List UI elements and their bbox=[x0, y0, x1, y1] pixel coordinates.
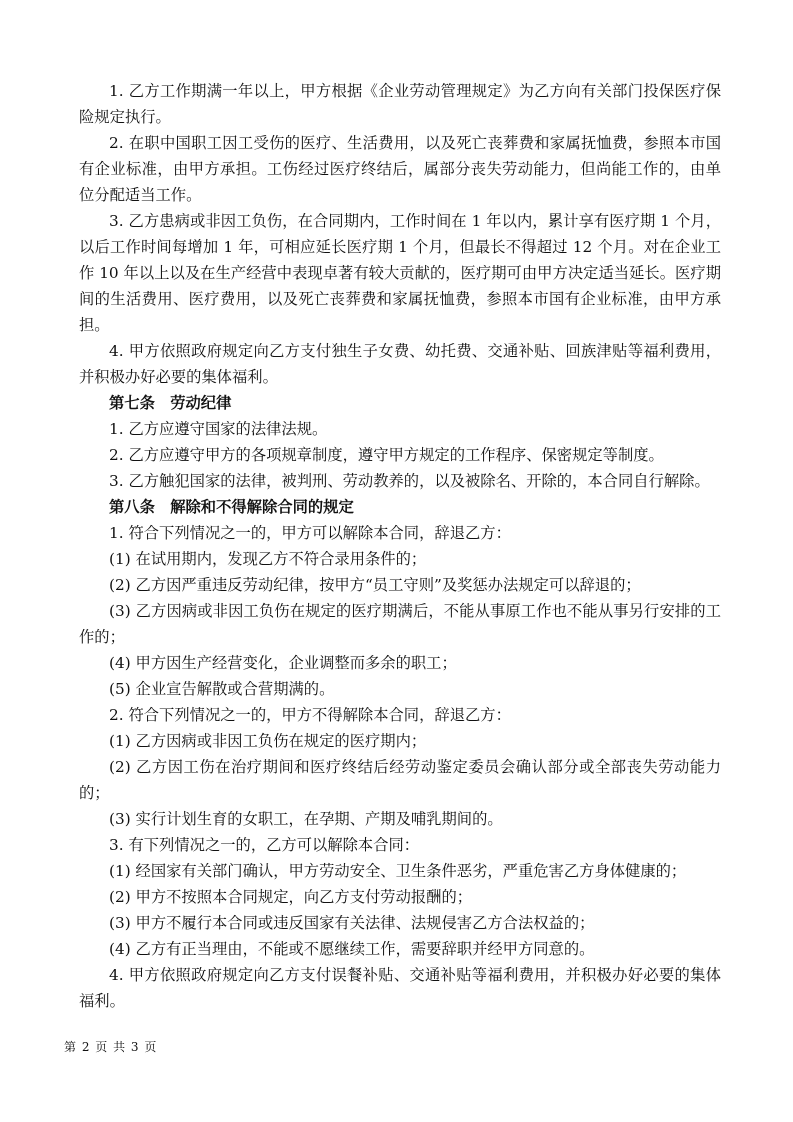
section-heading: 第七条 劳动纪律 bbox=[109, 394, 232, 412]
section-heading: 第八条 解除和不得解除合同的规定 bbox=[109, 498, 354, 516]
paragraph: 2. 乙方应遵守甲方的各项规章制度，遵守甲方规定的工作程序、保密规定等制度。 bbox=[109, 446, 664, 464]
paragraph: (3) 甲方不履行本合同或违反国家有关法律、法规侵害乙方合法权益的； bbox=[109, 914, 595, 932]
paragraph: 2. 符合下列情况之一的，甲方不得解除本合同，辞退乙方： bbox=[109, 706, 511, 724]
paragraph: (4) 甲方因生产经营变化，企业调整而多余的职工； bbox=[109, 654, 457, 672]
paragraph: 1. 乙方应遵守国家的法律法规。 bbox=[109, 420, 328, 438]
paragraph: (4) 乙方有正当理由，不能或不愿继续工作，需要辞职并经甲方同意的。 bbox=[109, 940, 595, 958]
paragraph: (2) 乙方因严重违反劳动纪律，按甲方“员工守则”及奖惩办法规定可以辞退的； bbox=[109, 576, 641, 594]
paragraph: 4. 甲方依照政府规定向乙方支付独生子女费、幼托费、交通补贴、回族津贴等福利费用，并积极办好必要的集体福利。 bbox=[79, 342, 721, 386]
paragraph: (2) 甲方不按照本合同规定，向乙方支付劳动报酬的； bbox=[109, 888, 473, 906]
paragraph: (1) 经国家有关部门确认，甲方劳动安全、卫生条件恶劣，严重危害乙方身体健康的； bbox=[109, 862, 687, 880]
paragraph: (1) 在试用期内，发现乙方不符合录用条件的； bbox=[109, 550, 427, 568]
paragraph: 3. 乙方患病或非因工负伤，在合同期内，工作时间在 1 年以内，累计享有医疗期 1 个月，以后工作时间每增加 1 年，可相应延长医疗期 1 个月，但最长不得超过 12 个月。对在企业工作 10 年以上以及在生产经营中表现卓著有较大贡献的，医疗期可由甲方决定适当延长。医疗期间的生活费用、医疗费用，以及死亡丧葬费和家属抚恤费，参照本市国有企业标准，由甲方承担。 bbox=[79, 212, 721, 334]
page-number-footer: 第 2 页 共 3 页 bbox=[64, 1040, 158, 1054]
paragraph: 3. 有下列情况之一的，乙方可以解除本合同： bbox=[109, 836, 420, 854]
paragraph: 1. 乙方工作期满一年以上，甲方根据《企业劳动管理规定》为乙方向有关部门投保医疗保险规定执行。 bbox=[79, 82, 721, 126]
paragraph: (5) 企业宣告解散或合营期满的。 bbox=[109, 680, 335, 698]
paragraph: 3. 乙方触犯国家的法律，被判刑、劳动教养的，以及被除名、开除的，本合同自行解除。 bbox=[109, 472, 710, 490]
paragraph: (3) 乙方因病或非因工负伤在规定的医疗期满后，不能从事原工作也不能从事另行安排的工作的； bbox=[79, 602, 721, 646]
paragraph: 2. 在职中国职工因工受伤的医疗、生活费用，以及死亡丧葬费和家属抚恤费，参照本市国有企业标准，由甲方承担。工伤经过医疗终结后，属部分丧失劳动能力，但尚能工作的，由单位分配适当工作。 bbox=[79, 134, 721, 204]
paragraph: (3) 实行计划生育的女职工，在孕期、产期及哺乳期间的。 bbox=[109, 810, 503, 828]
paragraph: (2) 乙方因工伤在治疗期间和医疗终结后经劳动鉴定委员会确认部分或全部丧失劳动能力的； bbox=[79, 758, 721, 802]
paragraph: 4. 甲方依照政府规定向乙方支付误餐补贴、交通补贴等福利费用，并积极办好必要的集体福利。 bbox=[79, 966, 721, 1010]
paragraph: 1. 符合下列情况之一的，甲方可以解除本合同，辞退乙方： bbox=[109, 524, 511, 542]
document-body bbox=[79, 78, 721, 1014]
paragraph: (1) 乙方因病或非因工负伤在规定的医疗期内； bbox=[109, 732, 427, 750]
